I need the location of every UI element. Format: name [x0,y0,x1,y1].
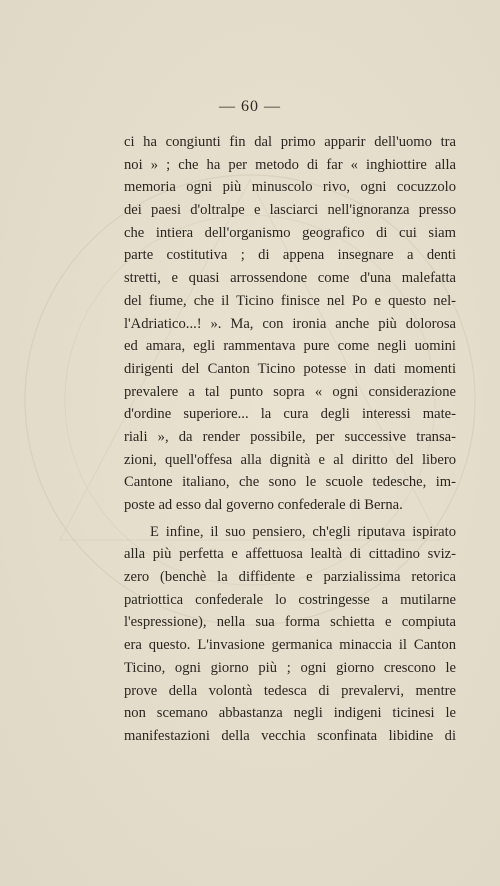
text-line: del fiume, che il Ticino finisce nel Po e questo nel- [124,292,456,309]
text-line: stretti, e quasi arrossendone come d'una malefatta [124,270,456,287]
text-line: riali », da render possibile, per successive transa- [124,428,456,445]
paragraph-2 [124,521,456,748]
text-line: prevalere a tal punto sopra « ogni considerazione [124,383,456,400]
paragraph-1 [124,131,456,517]
text-line: manifestazioni della vecchia sconfinata libidine di [124,727,456,744]
text-line: poste ad esso dal governo confederale di Berna. [124,497,403,513]
text-line: ed amara, egli rammentava pure come negli uomini [124,338,456,355]
text-line: dei paesi d'oltralpe e lasciarci nell'ignoranza presso [124,202,456,219]
text-line: non scemano abbastanza negli indigeni ticinesi le [124,705,456,722]
text-line: che intiera dell'organismo geografico di cui siam [124,224,456,241]
text-line: E infine, il suo pensiero, ch'egli riputava ispirato [150,523,456,540]
text-line: noi » ; che ha per metodo di far « inghiottire alla [124,156,456,173]
text-line: l'Adriatico...! ». Ma, con ironia anche più dolorosa [124,315,456,332]
text-line: ci ha congiunti fin dal primo apparir dell'uomo tra [124,134,456,150]
text-line: d'ordine superiore... la cura degli interessi mate- [124,406,456,423]
text-line: memoria ogni più minuscolo rivo, ogni cocuzzolo [124,179,456,196]
text-line: Ticino, ogni giorno più ; ogni giorno crescono le [124,659,456,676]
page-number: — 60 — [219,98,281,115]
text-line: dirigenti del Canton Ticino potesse in dati momenti [124,360,456,377]
text-line: zero (benchè la diffidente e parzialissima retorica [124,569,456,586]
body-text [124,131,456,748]
text-line: parte costitutiva ; di appena insegnare a denti [124,247,456,264]
text-line: era questo. L'invasione germanica minaccia il Canton [124,637,456,654]
text-line: Cantone italiano, che sono le scuole tedesche, im- [124,474,456,491]
text-line: alla più perfetta e affettuosa lealtà di cittadino sviz- [124,546,456,563]
text-line: zioni, quell'offesa alla dignità e al diritto del libero [124,451,456,468]
text-line: l'espressione), nella sua forma schietta e compiuta [124,614,456,631]
text-line: patriottica confederale lo costringesse a mutilarne [124,591,456,608]
text-line: prove della volontà tedesca di prevalervi, mentre [124,682,456,699]
